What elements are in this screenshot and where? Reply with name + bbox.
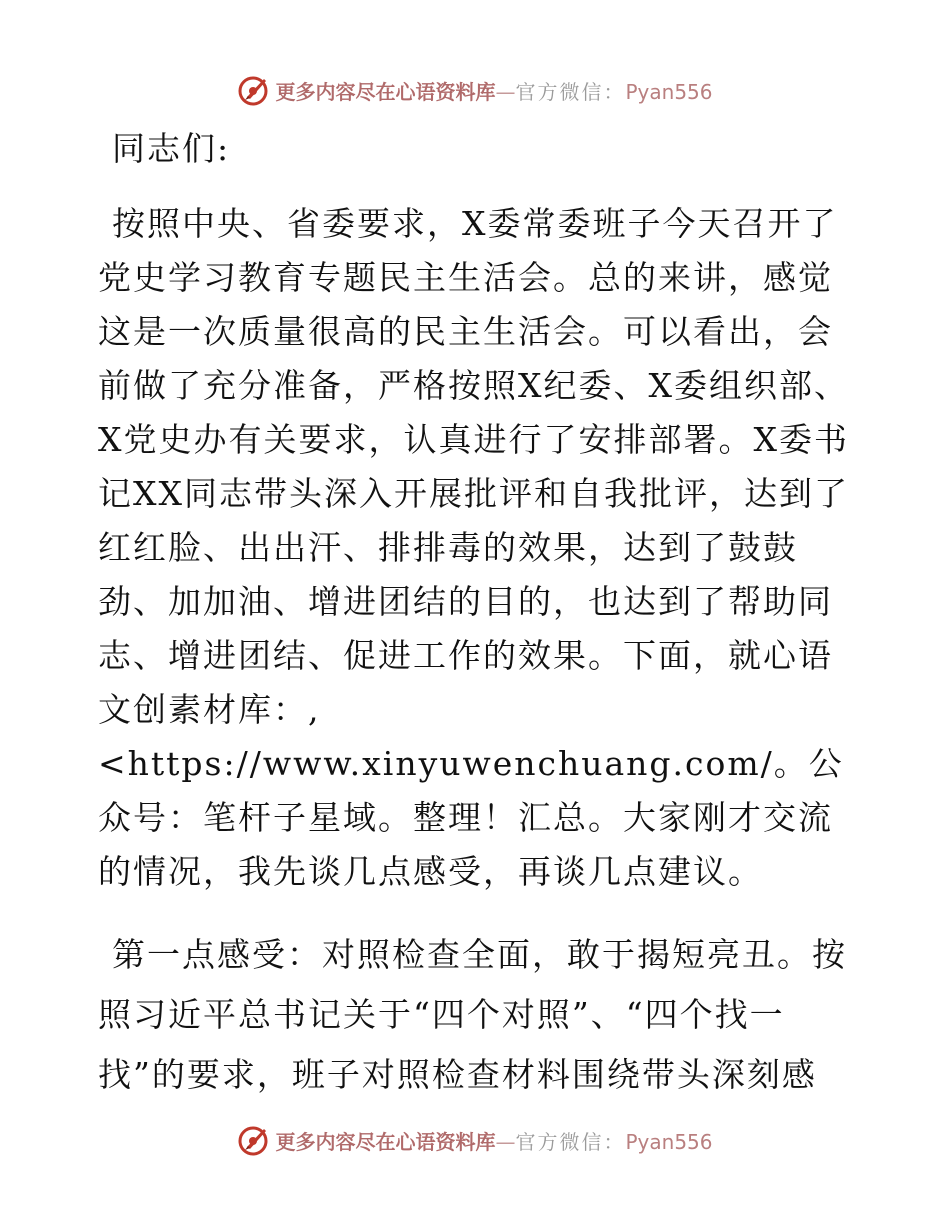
- header-banner-dash: —: [495, 79, 516, 104]
- header-banner-lead: 更多内容尽在心语资料库: [275, 79, 496, 104]
- footer-banner-text: [275, 1126, 712, 1155]
- paragraph-2: 第一点感受：对照检查全面，敢于揭短亮丑。按照习近平总书记关于“四个对照”、“四个找一找”的要求，班子对照检查材料围绕带头深刻感: [98, 935, 847, 1094]
- footer-watermark-banner: [0, 1122, 950, 1158]
- footer-banner-wechat-label: 官方微信：: [515, 1129, 626, 1154]
- header-banner-wechat-label: 官方微信：: [515, 79, 626, 104]
- header-banner-text: [275, 76, 712, 105]
- quill-logo-icon: [237, 73, 271, 107]
- header-banner-wechat-id: Pyan556: [625, 79, 713, 104]
- footer-banner-lead: 更多内容尽在心语资料库: [275, 1129, 496, 1154]
- document-body: [98, 121, 850, 1105]
- salutation: 同志们:: [112, 129, 231, 168]
- quill-logo-icon: [237, 1123, 271, 1157]
- header-watermark-banner: [0, 72, 950, 108]
- footer-banner-wechat-id: Pyan556: [625, 1129, 713, 1154]
- footer-banner-dash: —: [495, 1129, 516, 1154]
- paragraph-1: 按照中央、省委要求，X委常委班子今天召开了党史学习教育专题民主生活会。总的来讲，感觉这是一次质量很高的民主生活会。可以看出，会前做了充分准备，严格按照X纪委、X委组织部、X党史办有关要求，认真进行了安排部署。X委书记XX同志带头深入开展批评和自我批评，达到了红红脸、出出汗、排排毒的效果，达到了鼓鼓劲、加加油、增进团结的目的，也达到了帮助同志、增进团结、促进工作的效果。下面，就心语文创素材库：,<https://www.xinyuwenchuang.com/。公众号：笔杆子星域。整理！汇总。大家刚才交流的情况，我先谈几点感受，再谈几点建议。: [98, 204, 849, 891]
